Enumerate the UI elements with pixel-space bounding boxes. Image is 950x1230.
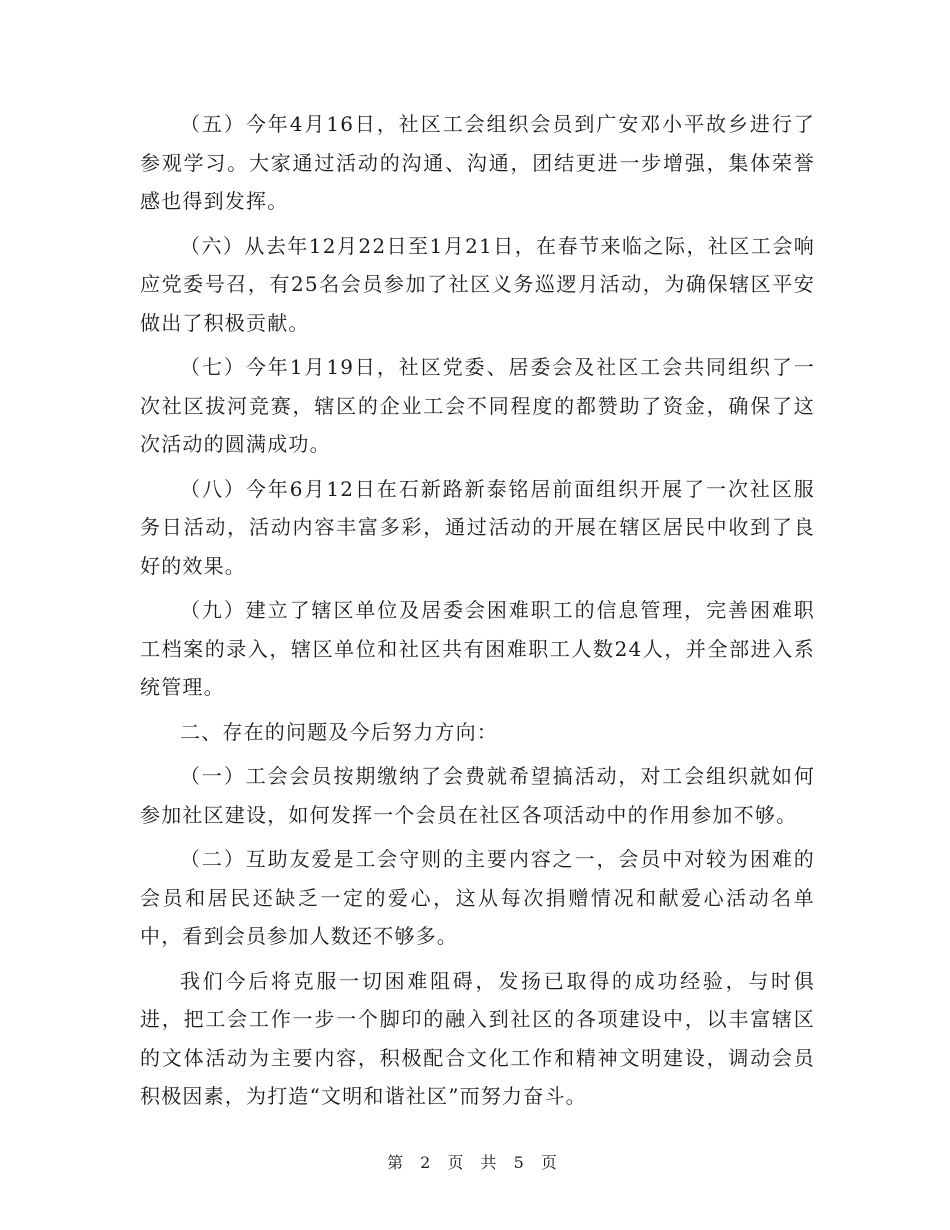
problem-1: （一）工会会员按期缴纳了会费就希望搞活动，对工会组织就如何参加社区建设，如何发挥一个会员在社区各项活动中的作用参加不够。 [140,764,815,827]
paragraph-8: （八）今年6月12日在石新路新泰铭居前面组织开展了一次社区服务日活动，活动内容丰富多彩，通过活动的开展在辖区居民中收到了良好的效果。 [140,476,815,578]
paragraph-7: （七）今年1月19日，社区党委、居委会及社区工会共同组织了一次社区拔河竞赛，辖区的企业工会不同程度的都赞助了资金，确保了这次活动的圆满成功。 [140,355,815,456]
paragraph-6: （六）从去年12月22日至1月21日，在春节来临之际，社区工会响应党委号召，有25名会员参加了社区义务巡逻月活动，为确保辖区平安做出了积极贡献。 [140,233,815,335]
paragraph-5: （五）今年4月16日，社区工会组织会员到广安邓小平故乡进行了参观学习。大家通过活动的沟通、沟通，团结更进一步增强，集体荣誉感也得到发挥。 [140,112,815,213]
problem-2: （二）互助友爱是工会守则的主要内容之一，会员中对较为困难的会员和居民还缺乏一定的爱心，这从每次捐赠情况和献爱心活动名单中，看到会员参加人数还不够多。 [140,847,815,948]
paragraph-9: （九）建立了辖区单位及居委会困难职工的信息管理，完善困难职工档案的录入，辖区单位和社区共有困难职工人数24人，并全部进入系统管理。 [140,598,815,699]
document-body [140,105,815,1122]
closing-paragraph: 我们今后将克服一切困难阻碍，发扬已取得的成功经验，与时俱进，把工会工作一步一个脚印的融入到社区的各项建设中，以丰富辖区的文体活动为主要内容，积极配合文化工作和精神文明建设，调动会员积极因素，为打造“文明和谐社区”而努力奋斗。 [140,968,815,1108]
section-heading-problems: 二、存在的问题及今后努力方向： [180,719,498,744]
page-number-footer: 第 2 页 共 5 页 [387,1153,563,1172]
